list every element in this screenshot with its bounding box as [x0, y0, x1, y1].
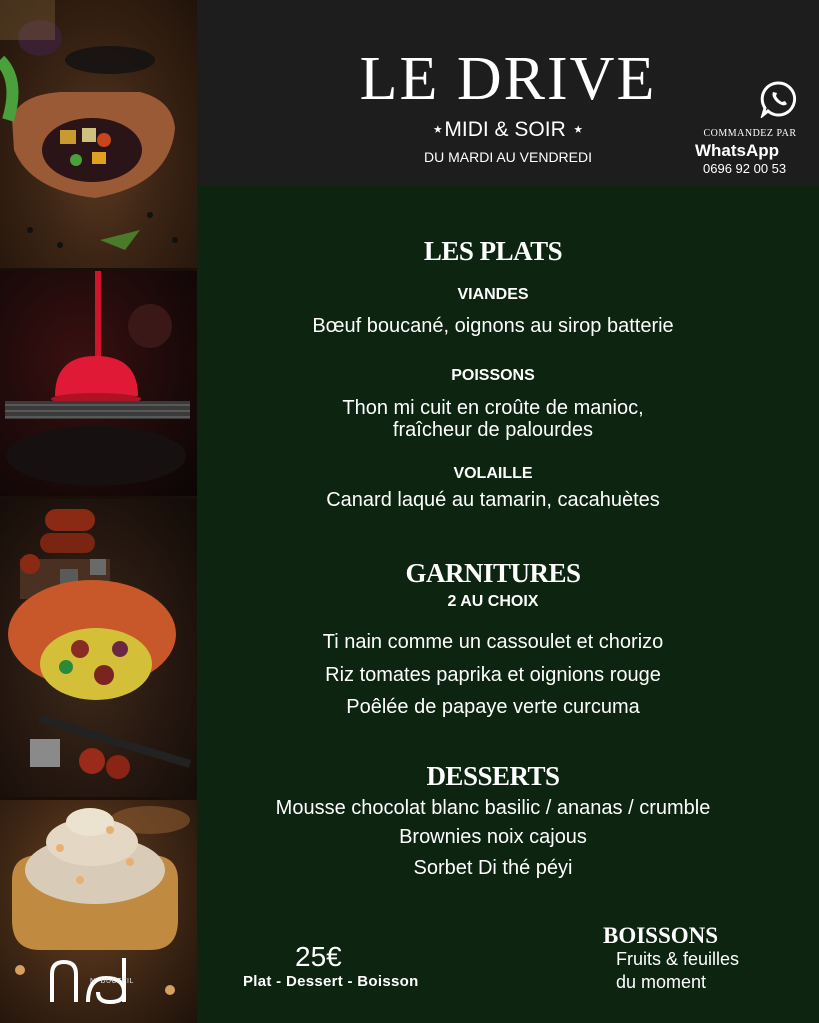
header [197, 0, 819, 186]
boissons-line1: Fruits & feuilles [616, 949, 740, 969]
garniture-item: Ti nain comme un cassoulet et chorizo [322, 631, 664, 653]
photo-strip [0, 0, 197, 1023]
garniture-item: Riz tomates paprika et oignions rouge [325, 664, 661, 686]
dish-poissons-line2: fraîcheur de palourdes [392, 419, 594, 441]
formula-price: 25€ [295, 941, 342, 972]
photo-chorizo-bowl [0, 499, 197, 797]
dessert-item: Brownies noix cajous [399, 826, 587, 848]
dish-volaille: Canard laqué au tamarin, cacahuètes [326, 489, 660, 511]
order-phone[interactable]: 0696 92 00 53 [703, 161, 787, 176]
order-app: WhatsApp [695, 141, 780, 160]
category-poissons: POISSONS [451, 367, 535, 384]
section-title-garnitures: GARNITURES [405, 558, 581, 588]
whatsapp-icon[interactable] [760, 80, 798, 118]
formula-detail: Plat - Dessert - Boisson [243, 973, 419, 990]
dessert-item: Mousse chocolat blanc basilic / ananas / crumble [275, 797, 711, 819]
section-title-plats: LES PLATS [423, 236, 563, 266]
menu-body [197, 186, 819, 1023]
boissons-line2: du moment [616, 972, 707, 992]
photo-red-dessert [0, 271, 197, 496]
dish-poissons-line1: Thon mi cuit en croûte de manioc, [342, 397, 644, 419]
section-title-desserts: DESSERTS [426, 761, 560, 791]
dessert-item: Sorbet Di thé péyi [413, 857, 573, 879]
brand-title: LE DRIVE [359, 45, 657, 113]
logo-caption: N. DUCTEIL [90, 978, 134, 985]
category-viandes: VIANDES [457, 286, 529, 303]
section-title-boissons: BOISSONS [603, 923, 719, 948]
order-label: COMMANDEZ PAR [703, 128, 797, 139]
photo-vegetable-bowl [0, 0, 197, 268]
category-volaille: VOLAILLE [453, 465, 533, 482]
garnitures-subtitle: 2 AU CHOIX [447, 593, 539, 610]
dish-viandes: Bœuf boucané, oignons au sirop batterie [312, 315, 674, 337]
garniture-item: Poêlée de papaye verte curcuma [346, 696, 640, 718]
service-times: ⋆MIDI & SOIR ⋆ [431, 118, 585, 141]
opening-days: DU MARDI AU VENDREDI [423, 149, 593, 165]
